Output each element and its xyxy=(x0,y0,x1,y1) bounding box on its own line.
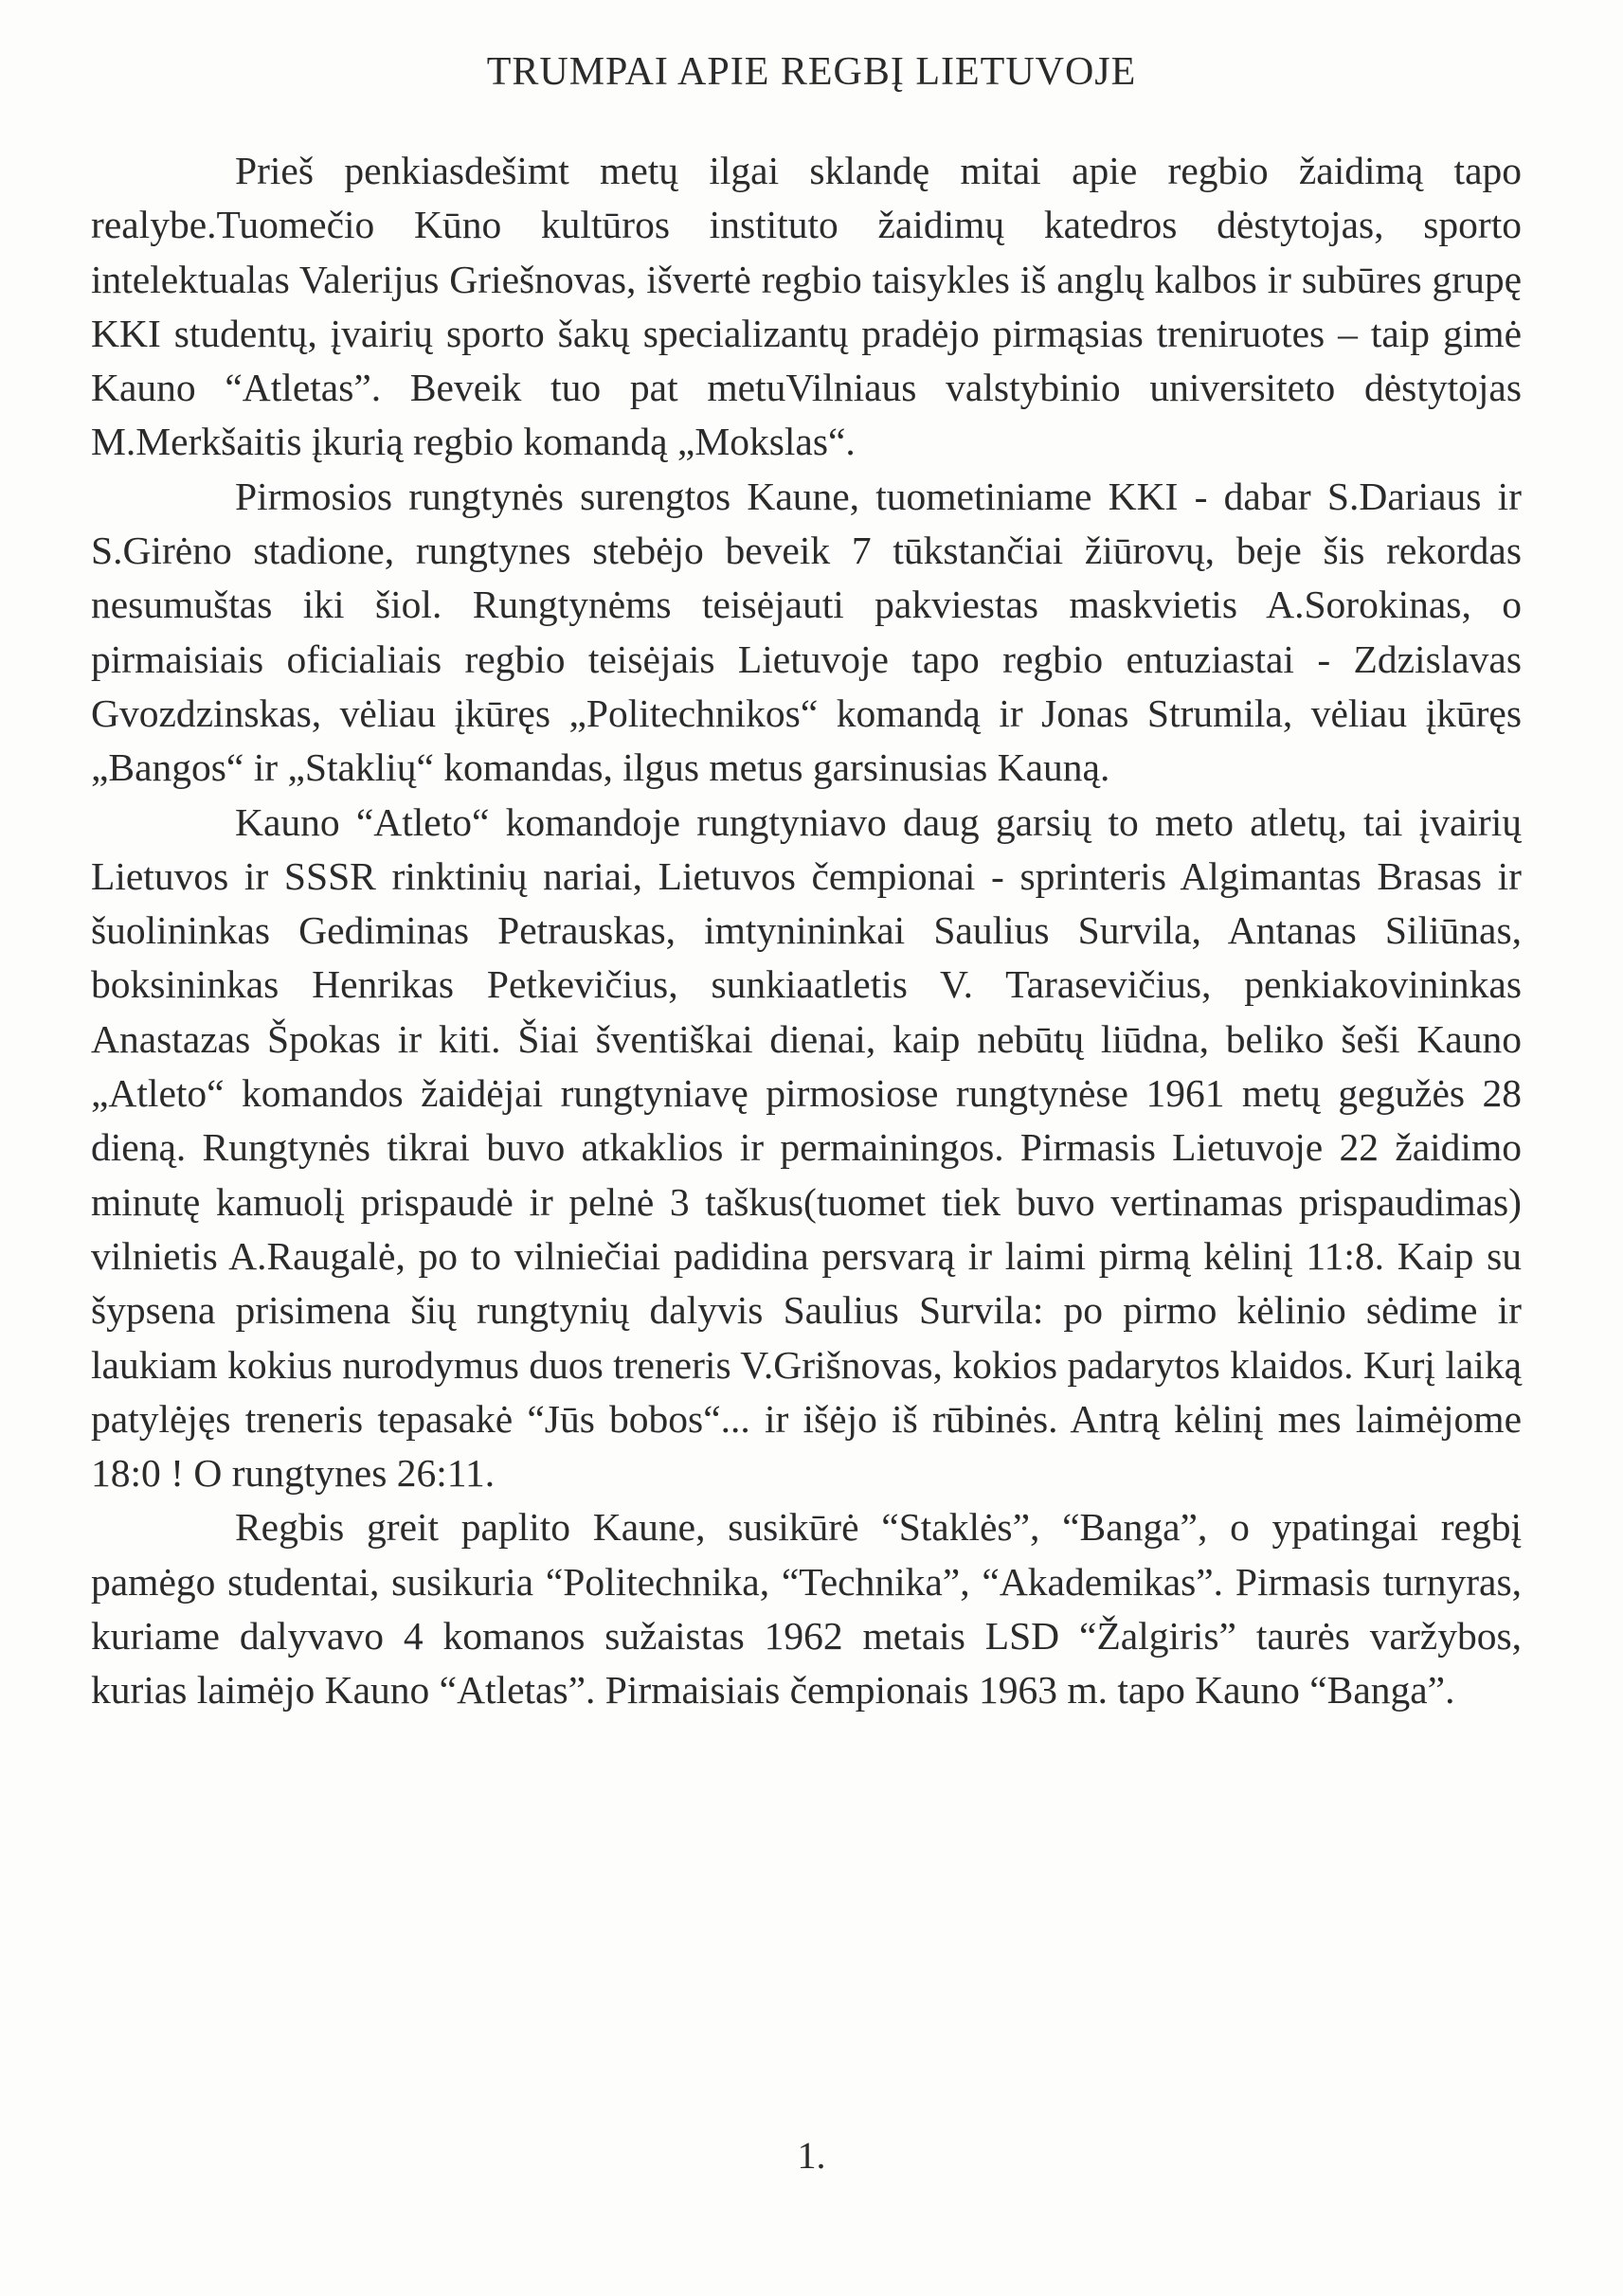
paragraph-1: Prieš penkiasdešimt metų ilgai sklandę mitai apie regbio žaidimą tapo realybe.Tuomečio Kūno kultūros instituto žaidimų katedros dėstytojas, sporto intelektualas Valerijus Griešnovas, išvertė regbio taisykles iš anglų kalbos ir subūres grupę KKI studentų, įvairių sporto šakų specializantų pradėjo pirmąsias treniruotes – taip gimė Kauno “Atletas”. Beveik tuo pat metuVilniaus valstybinio universiteto dėstytojas M.Merkšaitis įkurią regbio komandą „Mokslas“. xyxy=(91,149,1522,464)
paragraph-3: Kauno “Atleto“ komandoje rungtyniavo daug garsių to meto atletų, tai įvairių Lietuvos ir SSSR rinktinių nariai, Lietuvos čempionai - sprinteris Algimantas Brasas ir šuolininkas Gediminas Petrauskas, imtynininkai Saulius Survila, Antanas Siliūnas, boksininkas Henrikas Petkevičius, sunkiaatletis V. Tarasevičius, penkiakovininkas Anastazas Špokas ir kiti. Šiai šventiškai dienai, kaip nebūtų liūdna, beliko šeši Kauno „Atleto“ komandos žaidėjai rungtyniavę pirmosiose rungtynėse 1961 metų gegužės 28 dieną. Rungtynės tikrai buvo atkaklios ir permainingos. Pirmasis Lietuvoje 22 žaidimo minutę kamuolį prispaudė ir pelnė 3 taškus(tuomet tiek buvo vertinamas prispaudimas) vilnietis A.Raugalė, po to vilniečiai padidina persvarą ir laimi pirmą kėlinį 11:8. Kaip su šypsena prisimena šių rungtynių dalyvis Saulius Survila: po pirmo kėlinio sėdime ir laukiam kokius nurodymus duos treneris V.Grišnovas, kokios padarytos klaidos. Kurį laiką patylėjęs treneris tepasakė “Jūs bobos“... ir išėjo iš rūbinės. Antrą kėlinį mes laimėjome 18:0 ! O rungtynes 26:11. xyxy=(91,799,1522,1496)
article-body xyxy=(91,144,1522,1718)
paragraph-2: Pirmosios rungtynės surengtos Kaune, tuometiniame KKI - dabar S.Dariaus ir S.Girėno stadione, rungtynes stebėjo beveik 7 tūkstančiai žiūrovų, beje šis rekordas nesumuštas iki šiol. Rungtynėms teisėjauti pakviestas maskvietis A.Sorokinas, o pirmaisiais oficialiais regbio teisėjais Lietuvoje tapo regbio entuziastai - Zdzislavas Gvozdzinskas, vėliau įkūręs „Politechnikos“ komandą ir Jonas Strumila, vėliau įkūręs „Bangos“ ir „Staklių“ komandas, ilgus metus garsinusias Kauną. xyxy=(91,474,1522,790)
paragraph-4: Regbis greit paplito Kaune, susikūrė “Staklės”, “Banga”, o ypatingai regbį pamėgo studentai, susikuria “Politechnika, “Technika”, “Akademikas”. Pirmasis turnyras, kuriame dalyvavo 4 komanos sužaistas 1962 metais LSD “Žalgiris” taurės varžybos, kurias laimėjo Kauno “Atletas”. Pirmaisiais čempionais 1963 m. tapo Kauno “Banga”. xyxy=(91,1505,1522,1713)
page-title: TRUMPAI APIE REGBĮ LIETUVOJE xyxy=(486,50,1137,94)
page-number: 1. xyxy=(797,2134,826,2177)
